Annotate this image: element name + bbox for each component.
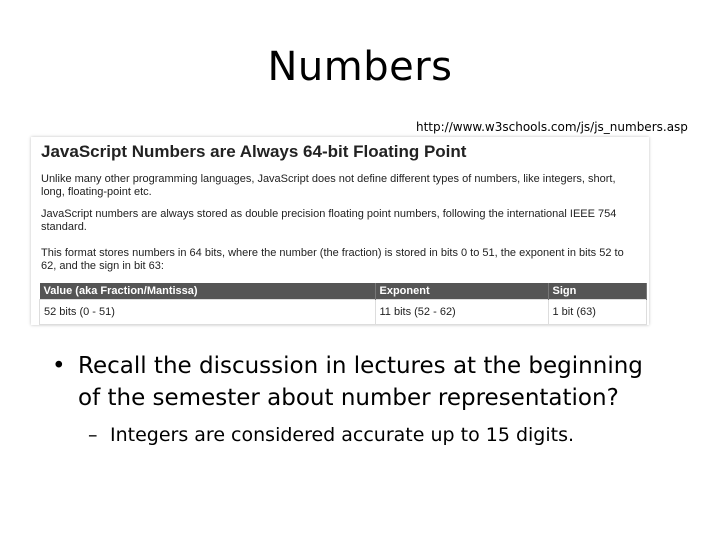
screenshot-paragraph: This format stores numbers in 64 bits, where the number (the fraction) is stored in bits 0 to 51, the exponent in bits 52 to 62, and the sign in bit 63: [41,247,624,272]
bullet-marker: • [52,353,66,379]
table-cell: 1 bit (63) [548,300,647,325]
sub-bullet-marker: – [88,424,98,446]
table-header: Exponent [375,283,548,300]
source-url: http://www.w3schools.com/js/js_numbers.asp [416,120,688,134]
screenshot-paragraph: JavaScript numbers are always stored as double precision floating point numbers, following the international IEEE 754 standard. [41,208,617,233]
table-header-row [40,283,647,300]
table-header: Sign [548,283,647,300]
slide-title: Numbers [267,44,453,90]
screenshot-paragraph: Unlike many other programming languages, JavaScript does not define different types of numbers, like integers, short, long, floating-point etc. [41,173,616,198]
table-header: Value (aka Fraction/Mantissa) [40,283,376,300]
embedded-screenshot [31,137,649,325]
table-cell: 11 bits (52 - 62) [375,300,548,325]
bullet-text: Recall the discussion in lectures at the beginning of the semester about number representation? [78,353,643,411]
sub-bullet-text: Integers are considered accurate up to 15 digits. [110,424,575,446]
bit-layout-table [39,283,647,325]
table-cell: 52 bits (0 - 51) [40,300,376,325]
table-row [40,300,647,325]
screenshot-heading: JavaScript Numbers are Always 64-bit Floating Point [41,142,467,161]
